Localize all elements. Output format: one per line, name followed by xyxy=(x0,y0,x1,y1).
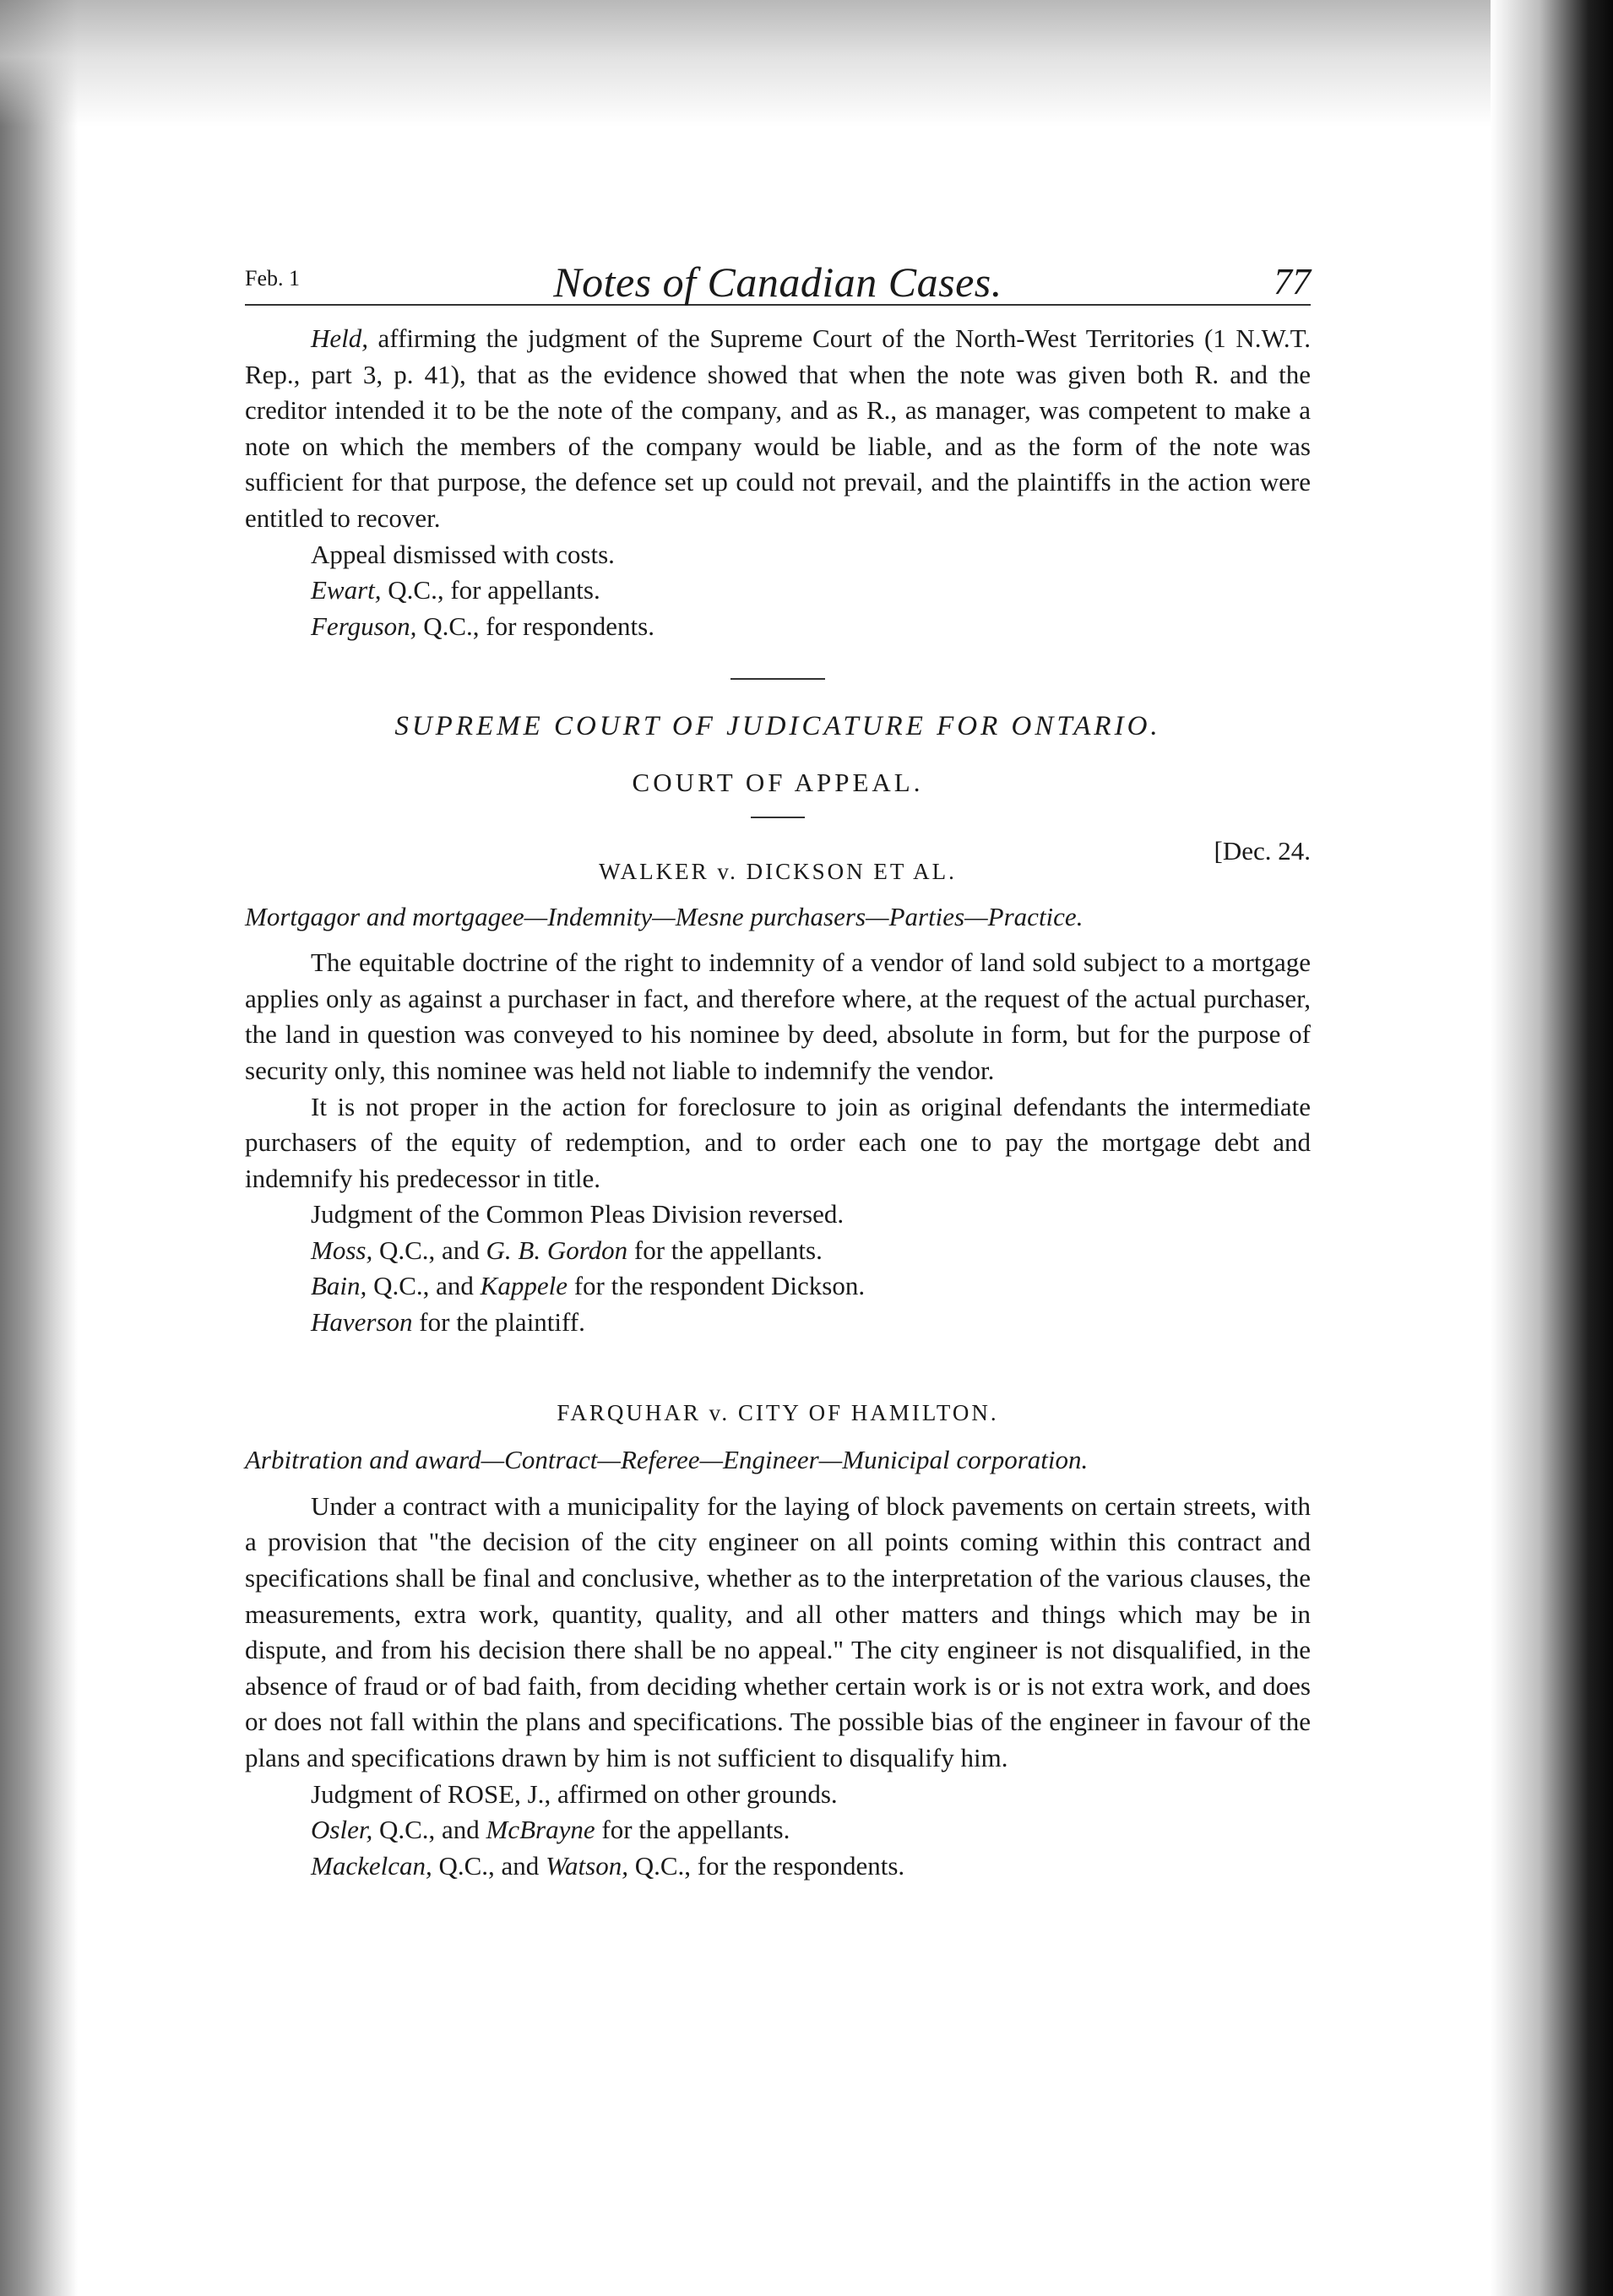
judgment-line: Judgment of the Common Pleas Division reversed. xyxy=(311,1199,845,1229)
page-number: 77 xyxy=(1274,261,1311,303)
counsel-line xyxy=(245,573,1311,609)
counsel-text: for the appellants. xyxy=(595,1815,790,1845)
counsel-text: for the plaintiff. xyxy=(412,1307,585,1338)
headnote-paragraph: Under a contract with a municipality for the laying of block pavements on certain streets, with a provision that "the decision of the city engineer on all points coming within this contract and specifications shall be final and conclusive, whether as to the interpretation of the various clauses, the measurements, extra work, quantity, quality, and all other matters and things which may be in dispute, and from his decision there shall be no appeal." The city engineer is not disqualified, in the absence of fraud or of bad faith, from deciding whether certain work is or is not extra work, and does or does not fall within the plans and specifications. The possible bias of the engineer in favour of the plans and specifications drawn by him is not sufficient to disqualify him. xyxy=(245,1490,1311,1772)
case-subject: Arbitration and award—Contract—Referee—Engineer—Municipal corporation. xyxy=(245,1445,1089,1475)
counsel-text: for the appellants. xyxy=(627,1235,823,1265)
running-header xyxy=(245,245,1311,306)
court-title: SUPREME COURT OF JUDICATURE FOR ONTARIO. xyxy=(394,711,1161,742)
judgment-line xyxy=(245,1777,1311,1813)
counsel-text: Q.C., and xyxy=(372,1235,486,1265)
counsel-text: for the respondent Dickson. xyxy=(567,1271,866,1301)
case-subject: Mortgagor and mortgagee—Indemnity—Mesne purchasers—Parties—Practice. xyxy=(245,901,1083,931)
counsel-text: Q.C., and xyxy=(372,1815,486,1845)
counsel-name: Watson, xyxy=(546,1850,628,1881)
scan-edge-left xyxy=(0,0,78,2296)
counsel-name: McBrayne xyxy=(486,1815,595,1845)
header-title: Notes of Canadian Cases. xyxy=(553,258,1002,307)
holding-text: affirming the judgment of the Supreme Court of the North-West Territories (1 N.W.T. Rep., part 3, p. 41), that as the evidence showed that when the note was given both R. and the creditor intended it to be the note of the company, and as R., as manager, was competent to make a note on which the members of the company would be liable, and as the form of the note was sufficient for that purpose, the defence set up could not prevail, and the plaintiffs in the action were entitled to recover. xyxy=(245,323,1311,533)
counsel-role: Q.C., for appellants. xyxy=(381,575,600,605)
section-divider xyxy=(730,678,825,680)
counsel-name: Kappele xyxy=(480,1271,568,1301)
headnote-paragraph: It is not proper in the action for foreclosure to join as original defendants the intermediate purchasers of the equity of redemption, and to order each one to pay the mortgage debt and indemnify his predecessor in title. xyxy=(245,1091,1311,1193)
counsel-line xyxy=(245,1233,1311,1269)
header-date: Feb. 1 xyxy=(245,266,300,291)
counsel-name: Bain, xyxy=(311,1271,367,1301)
counsel-line xyxy=(245,1812,1311,1848)
counsel-role: Q.C., for respondents. xyxy=(416,611,654,641)
counsel-name: Haverson xyxy=(311,1307,413,1338)
judgment-text: , affirmed on other grounds. xyxy=(544,1778,838,1809)
counsel-text: Q.C., and xyxy=(432,1850,546,1881)
document-page xyxy=(245,245,1311,1884)
scan-edge-right xyxy=(1491,0,1613,2296)
judge-name: ROSE, J. xyxy=(447,1778,545,1809)
scan-edge-top xyxy=(0,0,1613,127)
case-heading xyxy=(245,835,1311,887)
headnote-paragraph: The equitable doctrine of the right to indemnity of a vendor of land sold subject to a mortgage applies only as against a purchaser in fact, and therefore where, at the request of the actual purchaser, the land in question was conveyed to his nominee by deed, absolute in form, but for the purpose of security only, this nominee was held not liable to indemnify the vendor. xyxy=(245,947,1311,1085)
counsel-name: Moss, xyxy=(311,1235,373,1265)
counsel-name: Mackelcan, xyxy=(311,1850,432,1881)
court-subtitle: COURT OF APPEAL. xyxy=(632,767,924,797)
case-date: [Dec. 24. xyxy=(1214,835,1311,866)
judgment-text: Judgment of xyxy=(311,1778,448,1809)
counsel-line xyxy=(245,1268,1311,1305)
case-name: FARQUHAR v. CITY OF HAMILTON. xyxy=(557,1399,999,1425)
counsel-line xyxy=(245,1305,1311,1341)
counsel-name: Ferguson, xyxy=(311,611,417,641)
held-lead: Held, xyxy=(311,323,369,353)
counsel-name: Ewart, xyxy=(311,575,382,605)
counsel-name: Osler, xyxy=(311,1815,373,1845)
holding-paragraph xyxy=(245,321,1311,537)
counsel-name: G. B. Gordon xyxy=(486,1235,628,1265)
disposition: Appeal dismissed with costs. xyxy=(311,539,615,569)
counsel-line xyxy=(245,1848,1311,1885)
counsel-text: Q.C., for the respondents. xyxy=(627,1850,905,1881)
counsel-text: Q.C., and xyxy=(367,1271,481,1301)
case-name: WALKER v. DICKSON ET AL. xyxy=(599,858,957,884)
counsel-line xyxy=(245,609,1311,645)
section-divider xyxy=(751,817,805,818)
